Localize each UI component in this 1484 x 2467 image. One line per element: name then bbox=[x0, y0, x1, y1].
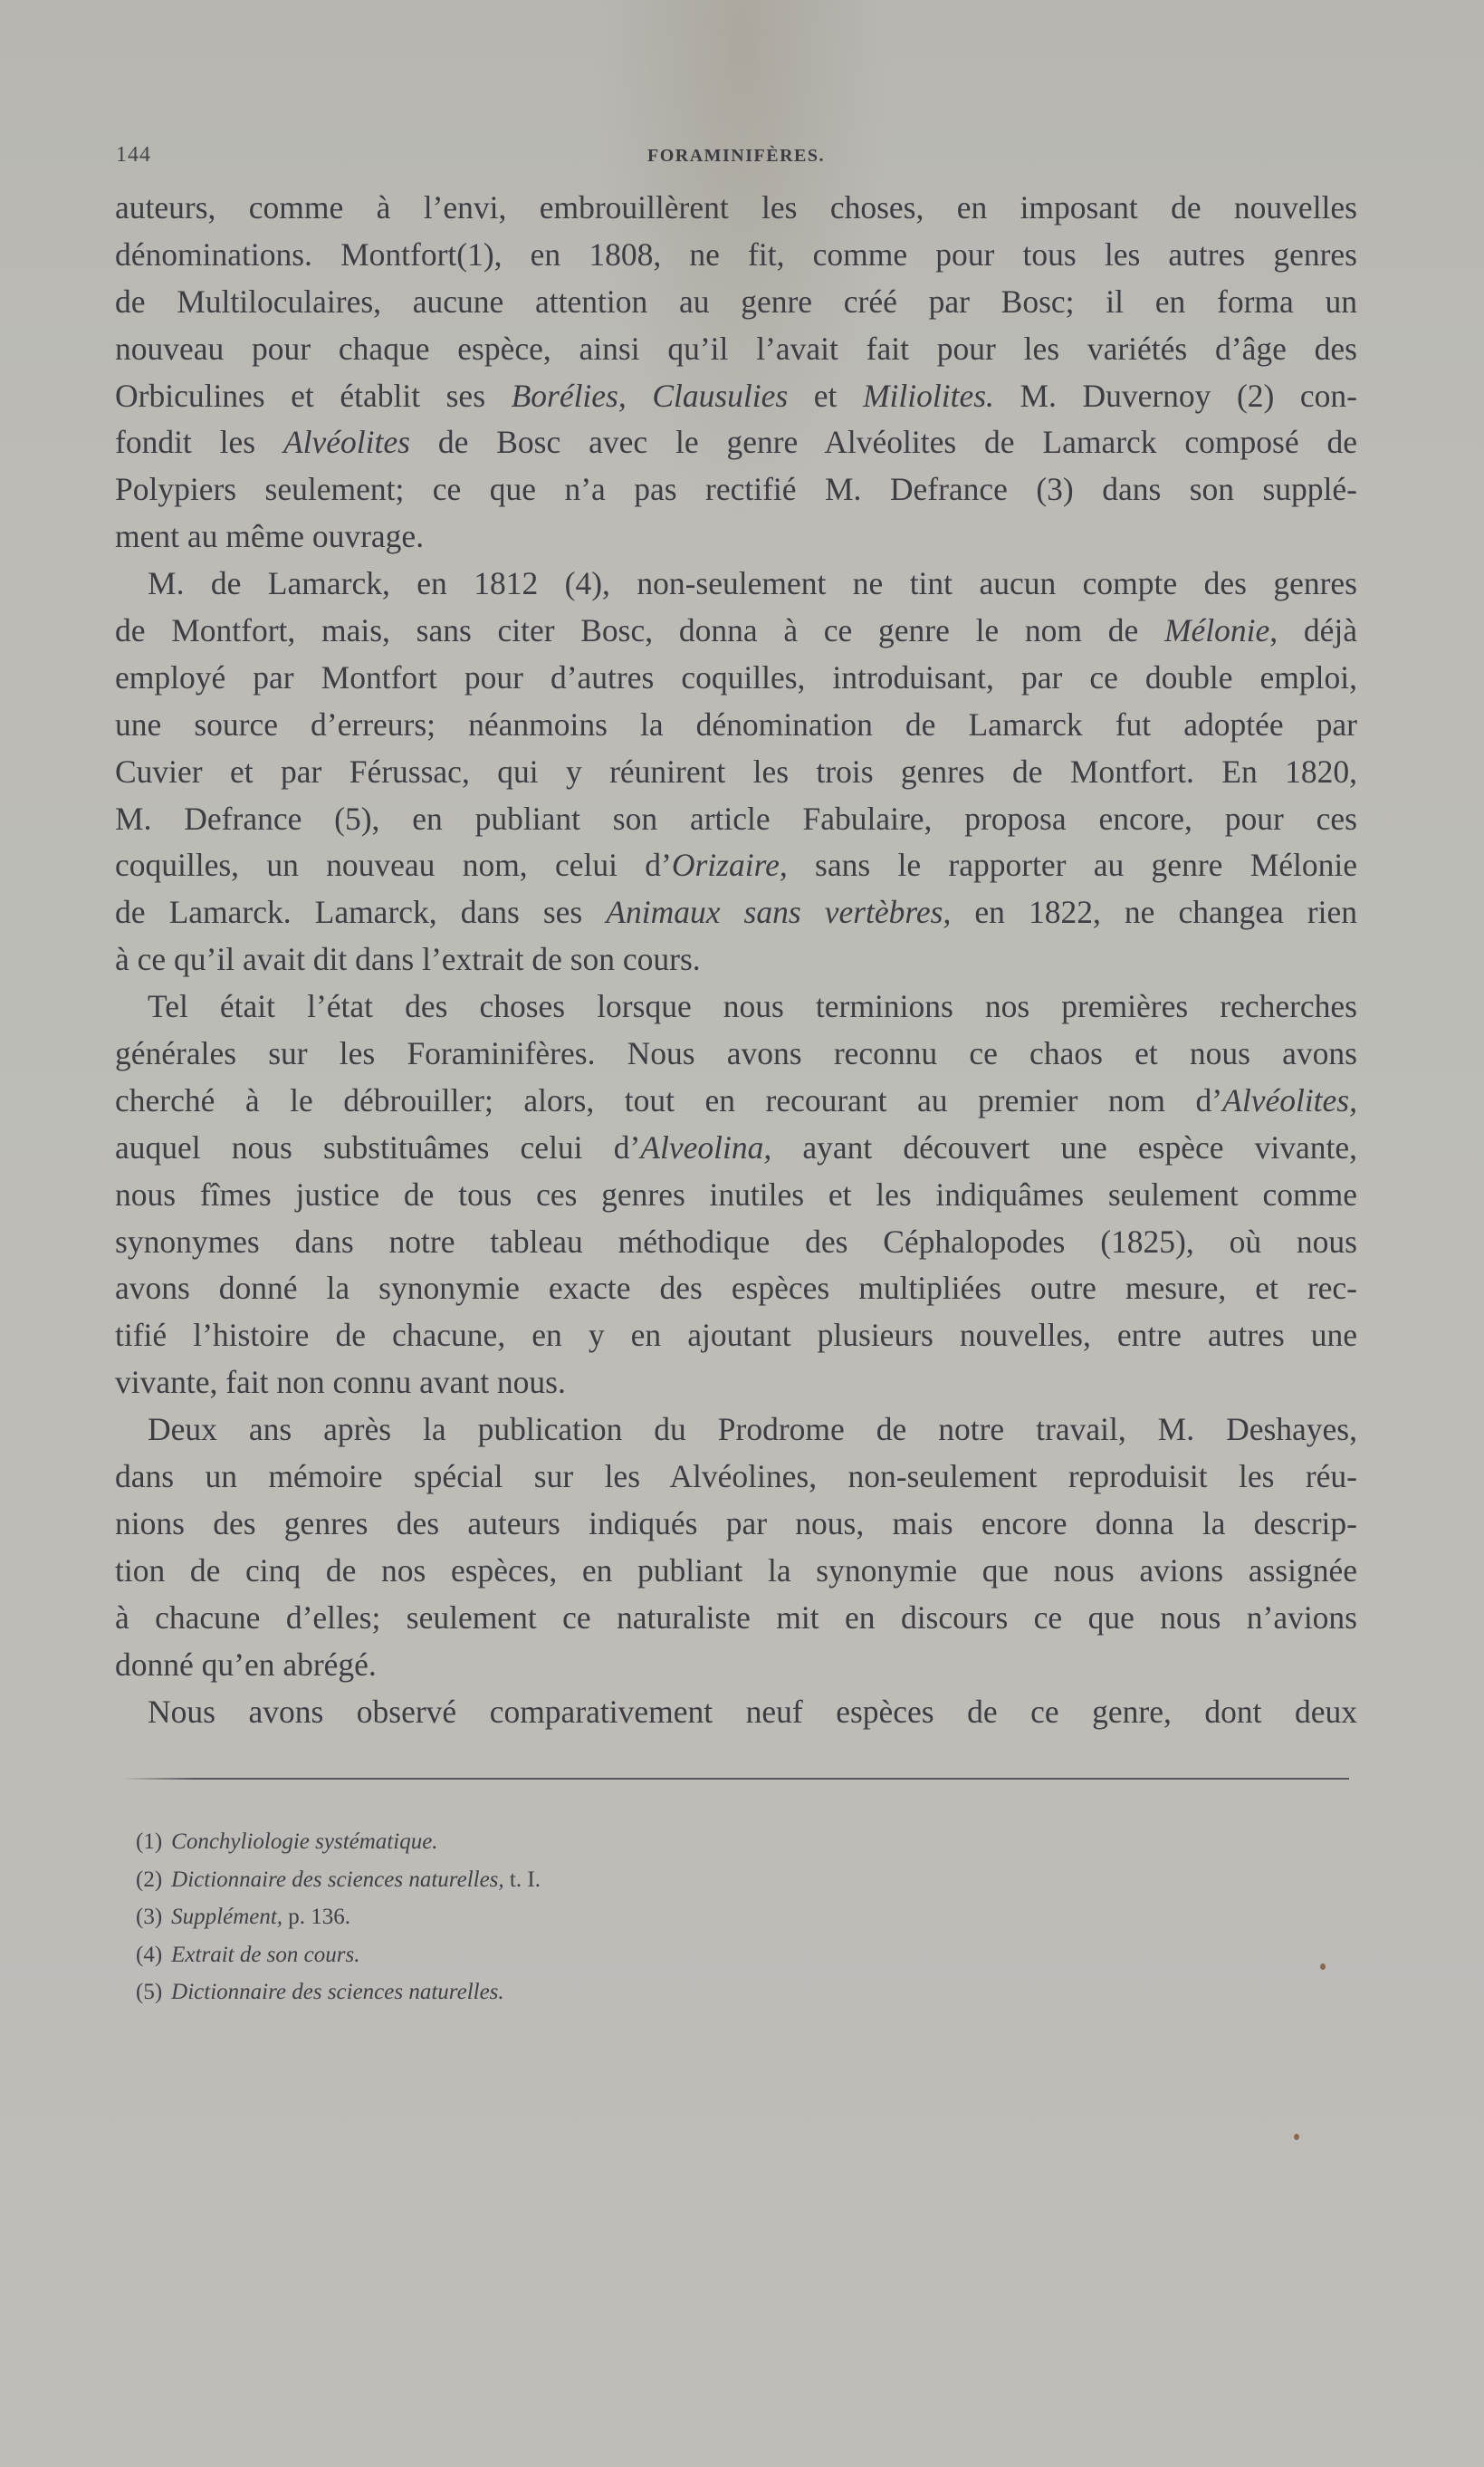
italic-term: Borélies, bbox=[511, 377, 627, 414]
footnote-detail: t. I. bbox=[503, 1867, 541, 1892]
text-line bbox=[115, 1265, 1357, 1312]
text-run: sans le rapporter au genre Mélonie bbox=[787, 847, 1357, 884]
text-run: Orbiculines et établit ses bbox=[115, 377, 512, 414]
text-line bbox=[115, 1172, 1357, 1219]
page-header bbox=[116, 143, 1356, 174]
text-run: cherché à le débrouiller; alors, tout en recourant au premier nom d’ bbox=[115, 1081, 1223, 1118]
text-run: Polypiers seulement; ce que n’a pas rectifié M. Defrance (3) dans son supplé- bbox=[115, 471, 1357, 508]
text-run: employé par Montfort pour d’autres coquilles, introduisant, par ce double emploi, bbox=[115, 658, 1357, 696]
italic-term: Orizaire, bbox=[671, 847, 788, 884]
text-run: nous fîmes justice de tous ces genres inutiles et les indiquâmes seulement comme bbox=[115, 1176, 1357, 1213]
text-line bbox=[115, 1501, 1357, 1548]
text-line bbox=[115, 466, 1357, 514]
text-run bbox=[627, 378, 653, 414]
text-run: ment au même ouvrage. bbox=[115, 518, 425, 555]
text-run: une source d’erreurs; néanmoins la dénomination de Lamarck fut adoptée par bbox=[115, 706, 1357, 743]
italic-term: Alvéolites bbox=[282, 424, 410, 461]
text-run: Nous avons observé comparativement neuf espèces de ce genre, dont deux bbox=[148, 1693, 1357, 1730]
text-line bbox=[115, 655, 1357, 702]
text-line bbox=[115, 1595, 1357, 1642]
text-run: vivante, fait non connu avant nous. bbox=[115, 1364, 566, 1401]
text-run: Cuvier et par Férussac, qui y réunirent les trois genres de Montfort. En 1820, bbox=[115, 753, 1357, 790]
text-run: de Bosc avec le genre Alvéolites de Lamarck composé de bbox=[409, 424, 1357, 461]
footnote-reference: Conchyliologie systématique. bbox=[171, 1829, 438, 1854]
footnote-number: (1) bbox=[136, 1829, 163, 1854]
text-run: M. Defrance (5), en publiant son article Fabulaire, proposa encore, pour ces bbox=[115, 800, 1357, 837]
page-number: 144 bbox=[116, 143, 151, 167]
text-line bbox=[115, 842, 1357, 889]
text-run: donné qu’en abrégé. bbox=[115, 1646, 377, 1683]
footnote-rule-fade bbox=[122, 1778, 195, 1780]
text-run: synonymes dans notre tableau méthodique des Céphalopodes (1825), où nous bbox=[115, 1223, 1357, 1260]
text-run: à ce qu’il avait dit dans l’extrait de son cours. bbox=[115, 941, 701, 978]
ink-speck bbox=[1294, 2134, 1299, 2140]
text-line bbox=[115, 1219, 1357, 1266]
text-line bbox=[115, 1454, 1357, 1501]
text-run: M. de Lamarck, en 1812 (4), non-seulement ne tint aucun compte des genres bbox=[148, 565, 1357, 602]
text-line bbox=[115, 1642, 1357, 1689]
running-head: FORAMINIFÈRES. bbox=[646, 146, 825, 166]
italic-term: Alveolina, bbox=[640, 1128, 772, 1166]
text-line bbox=[115, 796, 1357, 843]
text-run: dans un mémoire spécial sur les Alvéolines, non-seulement reproduisit les réu- bbox=[115, 1458, 1357, 1495]
text-line bbox=[115, 1125, 1357, 1172]
footnote-number: (4) bbox=[136, 1942, 163, 1967]
text-run: M. Duvernoy (2) con- bbox=[993, 377, 1357, 414]
text-run: tifié l’histoire de chacune, en y en ajoutant plusieurs nouvelles, entre autres une bbox=[115, 1317, 1357, 1354]
text-run: coquilles, un nouveau nom, celui d’ bbox=[115, 847, 672, 884]
text-line bbox=[115, 232, 1357, 279]
text-line bbox=[115, 373, 1357, 420]
text-line bbox=[115, 279, 1357, 326]
text-run: nouveau pour chaque espèce, ainsi qu’il l’avait fait pour les variétés d’âge des bbox=[115, 330, 1357, 367]
text-line bbox=[115, 561, 1357, 608]
text-run: à chacune d’elles; seulement ce naturaliste mit en discours ce que nous n’avions bbox=[115, 1598, 1357, 1636]
italic-term: Alvéolites, bbox=[1222, 1081, 1357, 1118]
text-line bbox=[115, 514, 1357, 561]
text-line bbox=[115, 1312, 1357, 1359]
footnote-rule bbox=[122, 1778, 1349, 1780]
footnote-reference: Dictionnaire des sciences naturelles, bbox=[171, 1867, 504, 1892]
italic-term: Clausulies bbox=[652, 377, 789, 414]
text-run: auteurs, comme à l’envi, embrouillèrent les choses, en imposant de nouvelles bbox=[115, 189, 1357, 226]
footnotes bbox=[136, 1823, 951, 2011]
text-line bbox=[115, 936, 1357, 984]
footnote-reference: Supplément, bbox=[171, 1905, 283, 1929]
footnote-number: (5) bbox=[136, 1980, 163, 2004]
text-run: avons donné la synonymie exacte des espèces multipliées outre mesure, et rec- bbox=[115, 1270, 1357, 1307]
text-line bbox=[115, 749, 1357, 796]
text-line bbox=[115, 984, 1357, 1031]
text-line bbox=[115, 185, 1357, 232]
footnote-reference: Dictionnaire des sciences naturelles. bbox=[171, 1980, 504, 2004]
text-run: nions des genres des auteurs indiqués par nous, mais encore donna la descrip- bbox=[115, 1504, 1357, 1541]
text-run: Deux ans après la publication du Prodrome de notre travail, M. Deshayes, bbox=[148, 1411, 1357, 1448]
ink-speck bbox=[1320, 1963, 1326, 1970]
footnote-number: (2) bbox=[136, 1867, 163, 1892]
text-line bbox=[115, 702, 1357, 749]
text-run: de Lamarck. Lamarck, dans ses bbox=[115, 894, 607, 931]
text-line bbox=[115, 1689, 1357, 1736]
footnote bbox=[136, 1973, 951, 2011]
footnote bbox=[136, 1936, 951, 1974]
text-line bbox=[115, 1031, 1357, 1078]
text-run: ayant découvert une espèce vivante, bbox=[771, 1128, 1358, 1166]
text-line bbox=[115, 1548, 1357, 1595]
text-run: de Multiloculaires, aucune attention au genre créé par Bosc; il en forma un bbox=[115, 283, 1357, 320]
text-line bbox=[115, 889, 1357, 936]
footnote bbox=[136, 1861, 951, 1899]
italic-term: Mélonie bbox=[1163, 612, 1270, 649]
text-run: et bbox=[788, 377, 863, 414]
text-line bbox=[115, 419, 1357, 466]
text-line bbox=[115, 1359, 1357, 1406]
text-line bbox=[115, 1406, 1357, 1454]
italic-term: Animaux sans vertèbres, bbox=[606, 894, 952, 931]
text-run: Tel était l’état des choses lorsque nous terminions nos premières recherches bbox=[148, 988, 1357, 1025]
text-line bbox=[115, 326, 1357, 373]
footnote-number: (3) bbox=[136, 1905, 163, 1929]
text-run: générales sur les Foraminifères. Nous avons reconnu ce chaos et nous avons bbox=[115, 1035, 1357, 1072]
body-text bbox=[115, 185, 1357, 1735]
footnote bbox=[136, 1898, 951, 1936]
text-run: de Montfort, mais, sans citer Bosc, donna à ce genre le nom de bbox=[115, 612, 1164, 649]
text-line bbox=[115, 1078, 1357, 1125]
text-run: auquel nous substituâmes celui d’ bbox=[115, 1128, 641, 1166]
footnote-reference: Extrait de son cours. bbox=[171, 1942, 360, 1967]
text-run: dénominations. Montfort(1), en 1808, ne fit, comme pour tous les autres genres bbox=[115, 235, 1357, 273]
footnote bbox=[136, 1823, 951, 1861]
text-line bbox=[115, 608, 1357, 655]
text-run: , déjà bbox=[1269, 612, 1357, 649]
text-run: tion de cinq de nos espèces, en publiant la synonymie que nous avions assignée bbox=[115, 1551, 1357, 1589]
footnote-detail: p. 136. bbox=[282, 1905, 351, 1929]
text-run: en 1822, ne changea rien bbox=[951, 894, 1357, 931]
text-run: fondit les bbox=[115, 424, 283, 461]
italic-term: Miliolites. bbox=[862, 377, 994, 414]
